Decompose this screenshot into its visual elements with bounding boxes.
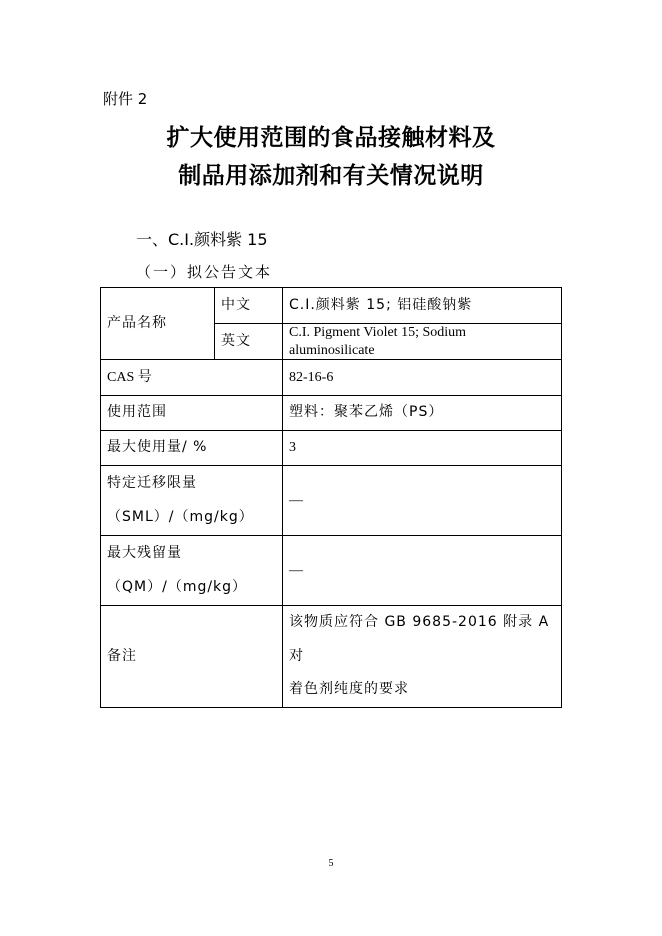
max-use-value: 3 (283, 431, 562, 466)
cas-value: 82-16-6 (283, 360, 562, 396)
sml-label (101, 466, 283, 536)
scope-value: 塑料：聚苯乙烯（PS） (283, 396, 562, 431)
english-name-value-line-1: C.I. Pigment Violet 15; Sodium (289, 325, 467, 340)
table-row (101, 536, 562, 606)
sml-value: — (283, 466, 562, 536)
table-row (101, 360, 562, 396)
subsection-heading: （一）拟公告文本 (136, 263, 273, 281)
chinese-name-label: 中文 (215, 288, 283, 324)
english-name-value (283, 324, 562, 360)
qm-label-line-1: 最大残留量 (107, 544, 182, 561)
english-name-value-line-2: aluminosilicate (289, 342, 375, 358)
scope-label: 使用范围 (101, 396, 283, 431)
document-title-line-1: 扩大使用范围的食品接触材料及 (166, 125, 496, 151)
product-name-label: 产品名称 (101, 288, 215, 360)
page-number: 5 (328, 858, 334, 869)
specification-table (100, 287, 562, 708)
table-row (101, 431, 562, 466)
attachment-label: 附件 2 (103, 90, 148, 108)
table-row (101, 466, 562, 536)
max-use-label: 最大使用量/ % (101, 431, 283, 466)
sml-label-line-2: （SML）/（mg/kg） (107, 508, 254, 525)
english-name-label: 英文 (215, 324, 283, 360)
remarks-value (283, 606, 562, 708)
qm-label (101, 536, 283, 606)
table-row (101, 396, 562, 431)
table-row (101, 606, 562, 708)
document-title-line-2: 制品用添加剂和有关情况说明 (178, 163, 484, 189)
table-row (101, 288, 562, 324)
remarks-value-line-2: 着色剂纯度的要求 (289, 681, 409, 698)
qm-label-line-2: （QM）/（mg/kg） (107, 578, 248, 595)
sml-label-line-1: 特定迁移限量 (107, 474, 197, 491)
qm-value: — (283, 536, 562, 606)
remarks-label: 备注 (101, 606, 283, 708)
chinese-name-value: C.I.颜料紫 15; 铝硅酸钠紫 (283, 288, 562, 324)
section-heading: 一、C.I.颜料紫 15 (136, 230, 268, 249)
cas-label: CAS 号 (101, 360, 283, 396)
remarks-value-line-1: 该物质应符合 GB 9685-2016 附录 A 对 (289, 614, 550, 664)
